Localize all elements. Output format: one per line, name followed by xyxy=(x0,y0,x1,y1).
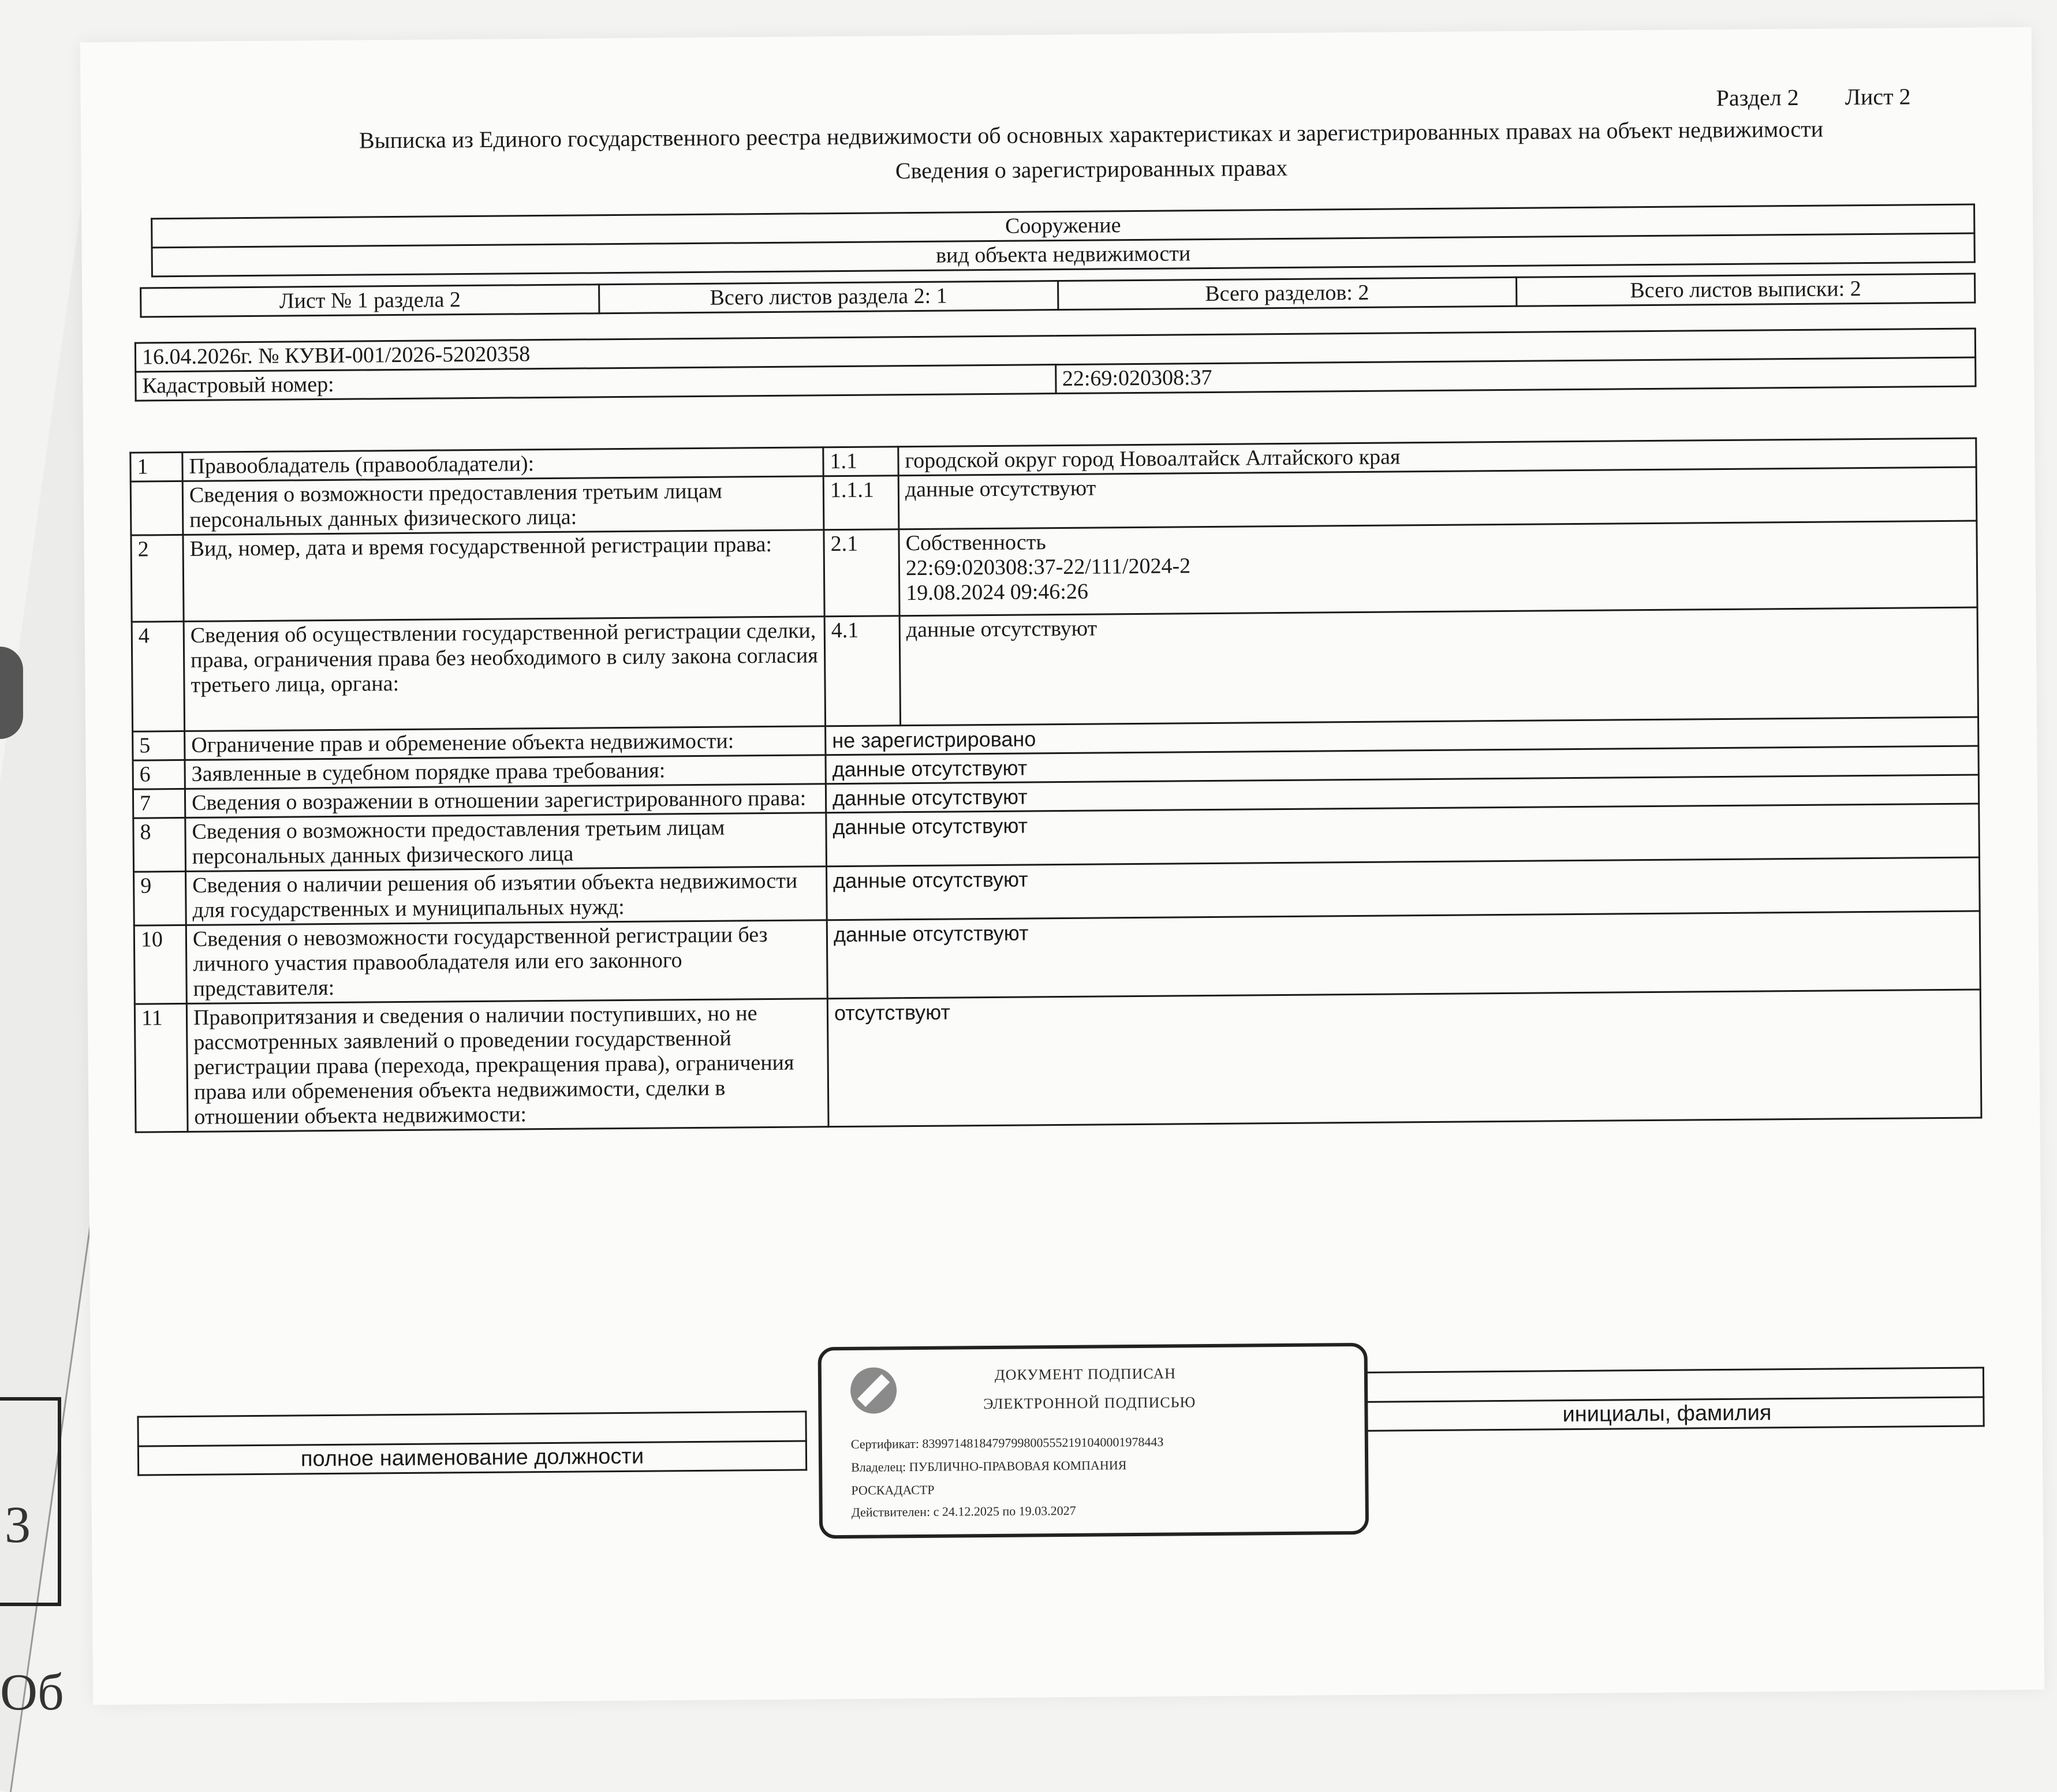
row-label: Ограничение прав и обременение объекта недвижимости: xyxy=(185,726,826,760)
sheet-number: Лист № 1 раздела 2 xyxy=(141,285,600,317)
table-row xyxy=(131,521,1977,622)
page-header xyxy=(1675,83,1910,111)
row-code: 1.1.1 xyxy=(823,476,899,530)
row-label: Заявленные в судебном порядке права требования: xyxy=(185,755,826,789)
row-label: Сведения о возражении в отношении зарегистрированного права: xyxy=(185,784,826,818)
edge-digit: 3 xyxy=(5,1496,31,1554)
right-number: 22:69:020308:37-22/111/2024-2 xyxy=(905,554,1191,581)
row-number: 11 xyxy=(135,1003,188,1132)
row-number: 10 xyxy=(134,925,186,1004)
stamp-line-1: ДОКУМЕНТ ПОДПИСАН xyxy=(994,1365,1177,1383)
row-value: не зарегистрировано xyxy=(826,717,1978,755)
total-sheets-section: Всего листов раздела 2: 1 xyxy=(599,281,1058,313)
position-blank xyxy=(138,1412,806,1446)
row-number: 5 xyxy=(133,731,185,760)
name-blank xyxy=(1350,1368,1983,1402)
document-title: Выписка из Единого государственного реестра недвижимости об основных характеристиках и зарегистрированных правах на объект недвижимости xyxy=(359,115,1824,154)
row-value: данные отсутствуют xyxy=(898,467,1977,529)
row-value: данные отсутствуют xyxy=(826,775,1978,813)
edge-word: Об xyxy=(0,1664,64,1721)
row-label: Сведения о возможности предоставления третьим лицам персональных данных физического лица: xyxy=(182,476,824,535)
name-caption: инициалы, фамилия xyxy=(1350,1397,1984,1431)
row-number: 9 xyxy=(134,871,186,925)
row-value: данные отсутствуют xyxy=(826,804,1980,867)
name-signature-box xyxy=(1349,1367,1985,1432)
row-label: Правопритязания и сведения о наличии поступивших, но не рассмотренных заявлений о проведении государственной регистрации права (перехода, прекращения права), ограничения права или обременения объекта недвижимости, сделки в отношении объекта недвижимости: xyxy=(186,999,828,1132)
row-value xyxy=(899,521,1977,616)
sheet-label: Лист 2 xyxy=(1845,83,1911,110)
cadastral-value: 22:69:020308:37 xyxy=(1055,357,1976,394)
row-number: 4 xyxy=(132,621,184,731)
stamp-certificate: Сертификат: 8399714818479799800555219104000197844З xyxy=(850,1434,1164,1451)
registration-box xyxy=(135,328,1977,402)
document-page xyxy=(80,27,2045,1705)
position-caption: полное наименование должности xyxy=(138,1441,806,1475)
date-number: 16.04.2026г. № КУВИ-001/2026-52020358 xyxy=(135,328,1975,372)
row-value: отсутствуют xyxy=(827,990,1981,1127)
object-type-caption: вид объекта недвижимости xyxy=(152,233,1974,277)
stamp-line-2: ЭЛЕКТРОННОЙ ПОДПИСЬЮ xyxy=(983,1394,1196,1413)
row-label: Сведения о наличии решения об изъятии объекта недвижимости для государственных и муниципальных нужд: xyxy=(186,867,827,925)
row-label: Сведения о невозможности государственной регистрации без личного участия правообладателя или его законного представителя: xyxy=(186,920,827,1004)
row-code: 2.1 xyxy=(824,529,899,617)
row-number xyxy=(130,481,183,535)
row-value: данные отсутствуют xyxy=(899,607,1978,726)
binder-clip xyxy=(0,647,23,739)
rights-table xyxy=(129,438,1982,1133)
row-value: городской округ город Новоалтайск Алтайского края xyxy=(898,438,1976,476)
document-subtitle: Сведения о зарегистрированных правах xyxy=(895,154,1288,184)
row-number: 8 xyxy=(133,817,186,872)
row-label: Правообладатель (правообладатели): xyxy=(182,447,823,481)
row-value: данные отсутствуют xyxy=(826,746,1978,784)
row-number: 2 xyxy=(131,535,184,622)
row-number: 6 xyxy=(133,760,185,789)
stamp-owner: Владелец: ПУБЛИЧНО-ПРАВОВАЯ КОМПАНИЯ xyxy=(851,1458,1127,1474)
section-label: Раздел 2 xyxy=(1716,84,1799,111)
electronic-signature-stamp xyxy=(818,1343,1369,1539)
table-row xyxy=(135,990,1981,1132)
row-label: Сведения о возможности предоставления третьим лицам персональных данных физического лица xyxy=(185,813,827,872)
object-type: Сооружение xyxy=(152,204,1974,248)
row-number: 7 xyxy=(133,789,185,818)
right-type: Собственность xyxy=(905,530,1046,556)
row-number: 1 xyxy=(130,452,182,481)
rosreestr-emblem-icon xyxy=(850,1367,897,1414)
total-sections: Всего разделов: 2 xyxy=(1058,277,1517,309)
row-code: 4.1 xyxy=(824,616,900,726)
right-date: 19.08.2024 09:46:26 xyxy=(906,579,1089,606)
row-value: данные отсутствуют xyxy=(826,857,1980,920)
table-row xyxy=(132,607,1978,731)
row-value: данные отсутствуют xyxy=(827,911,1980,999)
row-label: Вид, номер, дата и время государственной регистрации права: xyxy=(183,530,824,622)
object-type-box xyxy=(151,204,1976,278)
sheets-box xyxy=(140,273,1976,318)
row-label: Сведения об осуществлении государственной регистрации сделки, права, ограничения права без необходимого в силу закона согласия третьего лица, органа: xyxy=(184,617,825,731)
table-row xyxy=(134,911,1980,1004)
total-sheets-extract: Всего листов выписки: 2 xyxy=(1516,274,1975,306)
row-code: 1.1 xyxy=(823,447,898,476)
cadastral-label: Кадастровый номер: xyxy=(136,365,1056,401)
stamp-valid: Действителен: с 24.12.2025 по 19.03.2027 xyxy=(851,1503,1076,1520)
position-signature-box xyxy=(137,1411,807,1476)
stamp-owner-2: РОСКАДАСТР xyxy=(851,1482,935,1498)
